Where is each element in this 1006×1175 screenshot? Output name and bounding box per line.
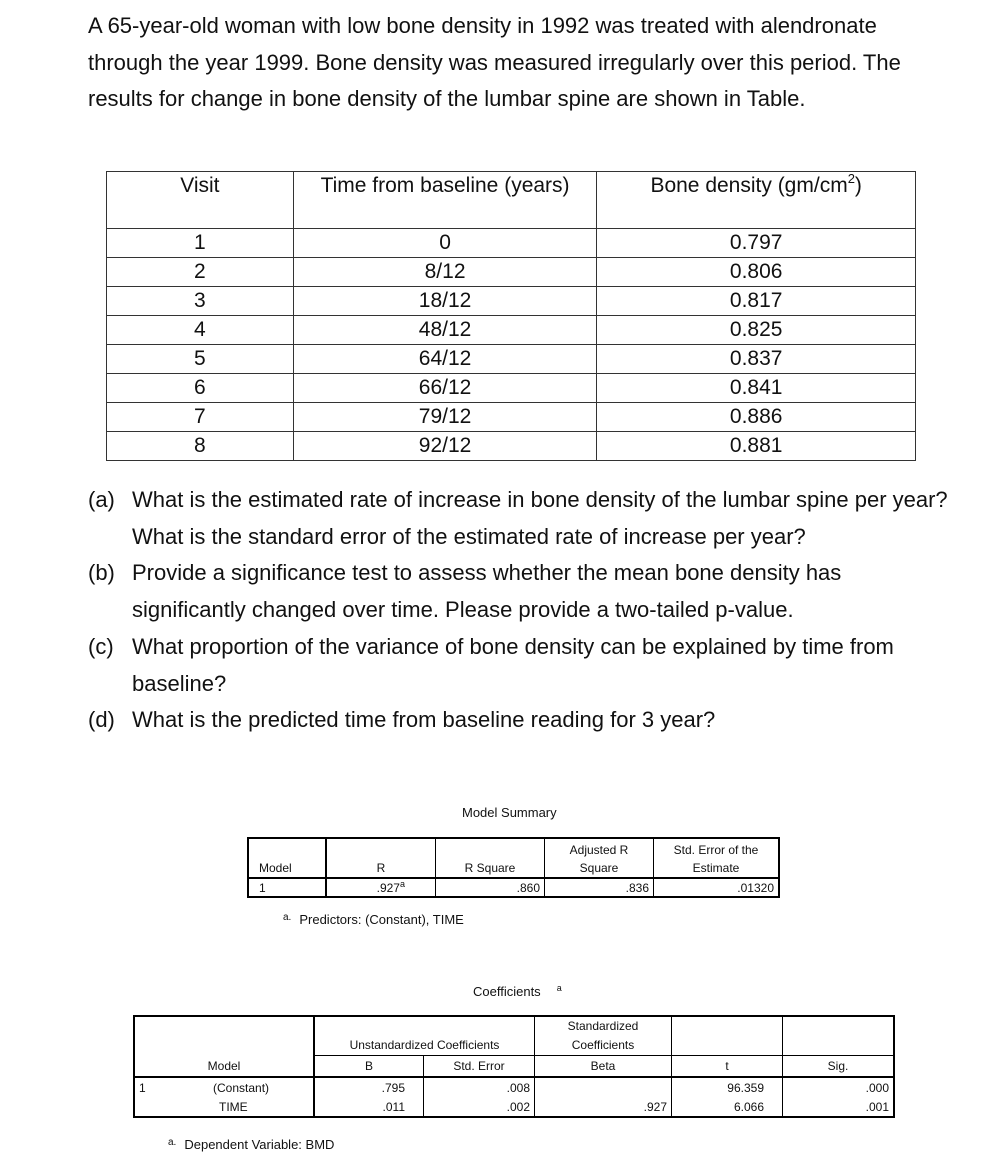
cf-footnote-mark: a. bbox=[168, 1137, 177, 1148]
question-item bbox=[88, 629, 948, 702]
question-text: Provide a significance test to assess whether the mean bone density has significantly changed over time. Please provide a two-tailed p-value. bbox=[132, 560, 842, 623]
ms-header-r-square: R Square bbox=[436, 838, 545, 878]
header-bone-density bbox=[597, 172, 916, 229]
header-bone-density-sup: 2 bbox=[847, 171, 855, 186]
cf-time-std-error: .002 bbox=[424, 1097, 535, 1117]
table-row bbox=[107, 374, 916, 403]
question-label: (a) bbox=[88, 487, 115, 512]
ms-std-error-value: .01320 bbox=[654, 878, 780, 897]
header-time-from-baseline: Time from baseline (years) bbox=[293, 172, 597, 229]
model-summary-table bbox=[247, 837, 780, 898]
cell-time: 92/12 bbox=[293, 432, 597, 461]
cf-header-b: B bbox=[314, 1056, 424, 1078]
bone-density-table bbox=[106, 171, 916, 461]
coefficients-table bbox=[133, 1015, 895, 1118]
cell-time: 66/12 bbox=[293, 374, 597, 403]
cf-time-b: .011 bbox=[314, 1097, 424, 1117]
intro-paragraph: A 65-year-old woman with low bone density in 1992 was treated with alendronate through the year 1999. Bone density was measured irregularly over this period. The results for change in bone density of the lumbar spine are shown in Table. bbox=[88, 13, 901, 111]
cell-visit: 5 bbox=[107, 345, 294, 374]
ms-r-footnote-mark: a bbox=[399, 878, 405, 889]
cf-row-constant-label bbox=[134, 1077, 314, 1097]
cell-density: 0.817 bbox=[597, 287, 916, 316]
cell-time: 18/12 bbox=[293, 287, 597, 316]
ms-header-adjusted-r-square: Adjusted R Square bbox=[545, 838, 654, 878]
cell-density: 0.881 bbox=[597, 432, 916, 461]
ms-header-r: R bbox=[326, 838, 436, 878]
cell-density: 0.825 bbox=[597, 316, 916, 345]
cf-constant-b: .795 bbox=[314, 1077, 424, 1097]
ms-r-number: .927 bbox=[376, 880, 400, 895]
cell-time: 0 bbox=[293, 229, 597, 258]
coefficients-title-text: Coefficients bbox=[473, 984, 541, 999]
cf-constant-sig: .000 bbox=[783, 1077, 895, 1097]
ms-header-model: Model bbox=[248, 838, 326, 878]
cf-header-std-error: Std. Error bbox=[424, 1056, 535, 1078]
cell-visit: 7 bbox=[107, 403, 294, 432]
cell-time: 64/12 bbox=[293, 345, 597, 374]
cell-visit: 4 bbox=[107, 316, 294, 345]
cf-header-unstandardized: Unstandardized Coefficients bbox=[314, 1016, 535, 1056]
coefficients-title-mark: a bbox=[556, 983, 562, 993]
question-item bbox=[88, 482, 948, 555]
ms-header-std-error: Std. Error of the Estimate bbox=[654, 838, 780, 878]
ms-r-square-value: .860 bbox=[436, 878, 545, 897]
cf-time-name: TIME bbox=[219, 1099, 248, 1114]
ms-adjusted-r-square-value: .836 bbox=[545, 878, 654, 897]
cf-constant-beta bbox=[535, 1077, 672, 1097]
cell-time: 79/12 bbox=[293, 403, 597, 432]
cell-density: 0.806 bbox=[597, 258, 916, 287]
header-bone-density-prefix: Bone density (gm/cm bbox=[650, 174, 848, 197]
cf-header-t: t bbox=[672, 1056, 783, 1078]
cf-header-model: Model bbox=[207, 1058, 241, 1073]
cell-density: 0.837 bbox=[597, 345, 916, 374]
coefficients-footnote bbox=[168, 1137, 334, 1152]
ms-footnote-text: Predictors: (Constant), TIME bbox=[299, 912, 464, 927]
cf-time-beta: .927 bbox=[535, 1097, 672, 1117]
cf-header-sig: Sig. bbox=[783, 1056, 895, 1078]
cell-density: 0.841 bbox=[597, 374, 916, 403]
ms-footnote-mark: a. bbox=[283, 912, 292, 923]
cf-model-number: 1 bbox=[139, 1080, 146, 1095]
table-row bbox=[107, 345, 916, 374]
cell-time: 48/12 bbox=[293, 316, 597, 345]
cell-visit: 2 bbox=[107, 258, 294, 287]
model-summary-footnote bbox=[283, 912, 464, 927]
table-row bbox=[107, 258, 916, 287]
cf-constant-std-error: .008 bbox=[424, 1077, 535, 1097]
question-label: (b) bbox=[88, 560, 115, 586]
question-item bbox=[88, 702, 948, 739]
cf-time-sig: .001 bbox=[783, 1097, 895, 1117]
header-bone-density-suffix: ) bbox=[854, 174, 862, 197]
header-visit: Visit bbox=[107, 172, 294, 229]
model-summary-title: Model Summary bbox=[462, 805, 557, 820]
ms-r-value bbox=[326, 878, 436, 897]
question-item bbox=[88, 555, 948, 628]
cf-constant-t: 96.359 bbox=[672, 1077, 783, 1097]
cell-visit: 1 bbox=[107, 229, 294, 258]
question-text: What is the predicted time from baseline reading for 3 year? bbox=[132, 707, 716, 733]
cf-header-standardized: Standardized Coefficients bbox=[535, 1016, 672, 1056]
cf-header-beta: Beta bbox=[535, 1056, 672, 1078]
cf-footnote-text: Dependent Variable: BMD bbox=[184, 1137, 335, 1152]
question-list bbox=[88, 482, 948, 739]
cell-density: 0.886 bbox=[597, 403, 916, 432]
table-row bbox=[107, 432, 916, 461]
question-label: (d) bbox=[88, 707, 115, 733]
table-row bbox=[107, 229, 916, 258]
coefficients-title bbox=[473, 984, 562, 999]
table-row bbox=[107, 316, 916, 345]
cell-visit: 3 bbox=[107, 287, 294, 316]
cell-visit: 8 bbox=[107, 432, 294, 461]
question-label: (c) bbox=[88, 633, 114, 659]
question-text: What is the estimated rate of increase in bone density of the lumbar spine per year? What is the standard error of the estimated rate of increase per year? bbox=[132, 487, 948, 549]
cell-visit: 6 bbox=[107, 374, 294, 403]
ms-model-number: 1 bbox=[248, 878, 326, 897]
table-row bbox=[107, 287, 916, 316]
cf-time-t: 6.066 bbox=[672, 1097, 783, 1117]
question-text: What proportion of the variance of bone density can be explained by time from baseline? bbox=[132, 633, 894, 696]
table-row bbox=[107, 403, 916, 432]
cell-time: 8/12 bbox=[293, 258, 597, 287]
cf-constant-name: (Constant) bbox=[213, 1080, 270, 1095]
cell-density: 0.797 bbox=[597, 229, 916, 258]
